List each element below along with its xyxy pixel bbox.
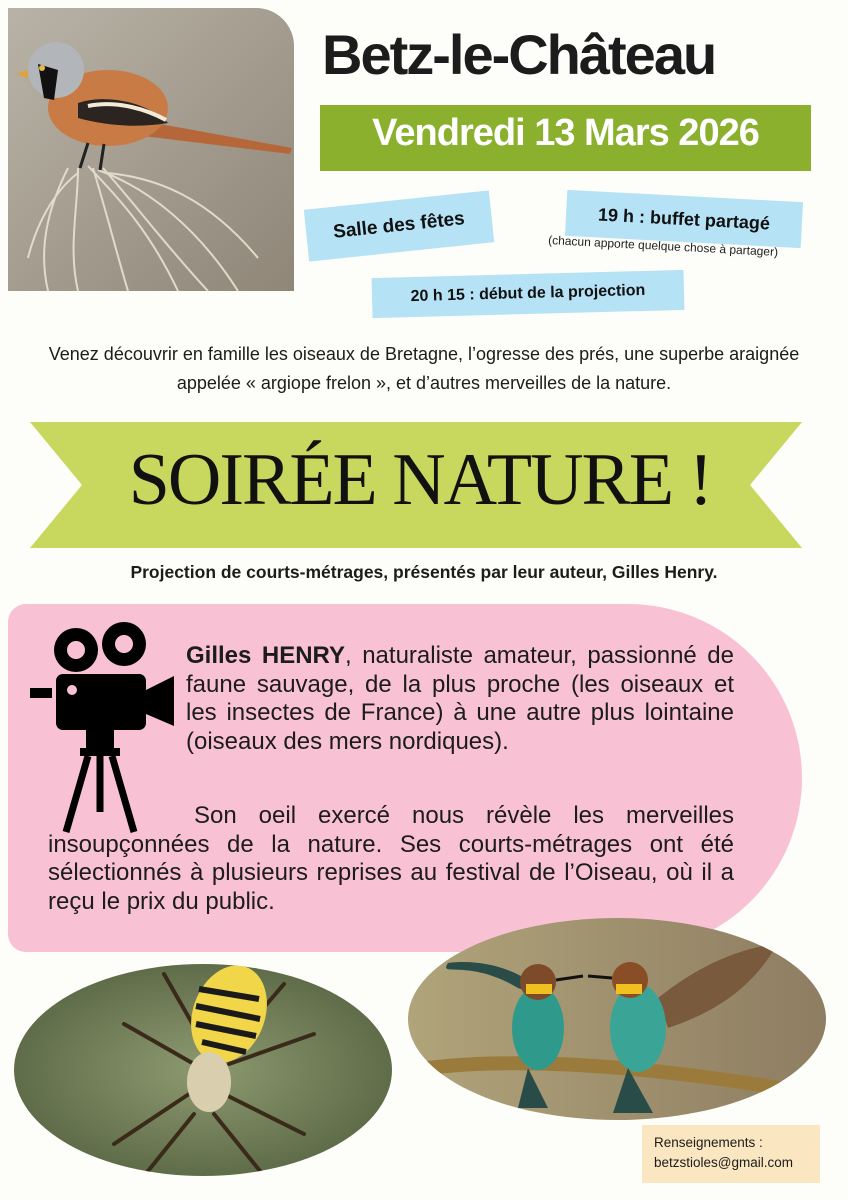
contact-email[interactable]: betzstioles@gmail.com [654,1155,794,1170]
bio-paragraph-2: Son oeil exercé nous révèle les merveilles insoupçonnées de la nature. Ses courts-métrages ont été sélectionnés à plusieurs reprises au festival de l’Oiseau, où il a reçu le prix du public. [48,802,734,915]
buffet-tag: 19 h : buffet partagé [565,190,803,248]
event-subtitle: Projection de courts-métrages, présentés par leur auteur, Gilles Henry. [130,562,718,582]
projection-tag: 20 h 15 : début de la projection [372,270,685,318]
town-title: Betz-le-Château [322,23,716,86]
contact-label: Renseignements : [654,1135,763,1150]
wasp-spider-photo [14,964,392,1176]
bio-paragraph-1 [186,642,734,756]
intro-text: Venez découvrir en famille les oiseaux de Bretagne, l’ogresse des prés, une superbe araignée appelée « argiope frelon », et d’autres merveilles de la nature. [48,344,800,393]
buffet-note: (chacun apporte quelque chose à partager) [547,232,779,260]
event-date: Vendredi 13 Mars 2026 [372,112,759,154]
author-name: Gilles HENRY [186,642,346,669]
venue-tag: Salle des fêtes [304,190,494,261]
bio-text-1: , naturaliste amateur, passionné de faune sauvage, de la plus proche (les oiseaux et les insectes de France) à une autre plus lointaine (oiseaux des mers nordiques). [186,642,734,755]
contact-box [642,1125,820,1183]
bearded-reedling-photo [8,8,294,291]
event-title: SOIRÉE NATURE ! [128,439,712,521]
bee-eaters-photo [408,918,826,1120]
